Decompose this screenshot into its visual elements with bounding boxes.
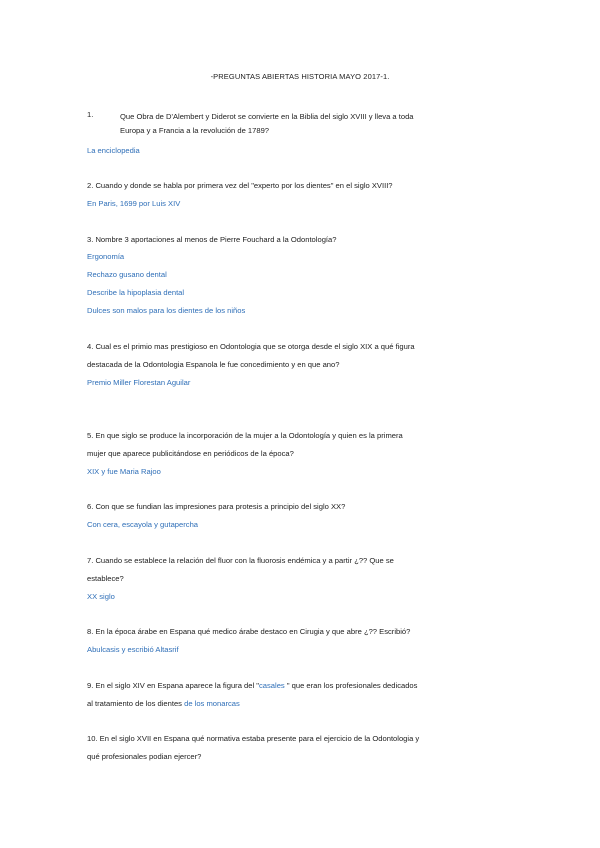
question-9-text-part: 9. En el siglo XIV en Espana aparece la figura del " (87, 681, 259, 690)
question-4-line-1: 4. Cual es el primio mas prestigioso en Odontologia que se otorga desde el siglo XIX a qué figura (87, 342, 415, 351)
question-9-text-part: " que eran los profesionales dedicados (284, 681, 418, 690)
question-6: 6. Con que se fundian las impresiones para protesis a principio del siglo XX? (87, 502, 346, 511)
answer-3-item: Rechazo gusano dental (87, 270, 167, 279)
question-9-line-2 (87, 699, 240, 709)
question-1-text (120, 110, 530, 138)
question-5-line-2: mujer que aparece publicitándose en periódicos de la época? (87, 449, 294, 458)
answer-7: XX siglo (87, 592, 115, 601)
question-7-line-2: establece? (87, 574, 124, 583)
page-title: -PREGUNTAS ABIERTAS HISTORIA MAYO 2017-1. (210, 72, 390, 81)
question-1-number: 1. (87, 110, 94, 119)
answer-3-item: Dulces son malos para los dientes de los niños (87, 306, 246, 315)
answer-3-item: Ergonomía (87, 252, 125, 261)
answer-8: Abulcasis y escribió Altasrif (87, 645, 179, 654)
question-1-line-2: Europa y a Francia a la revolución de 1789? (120, 126, 270, 135)
question-2: 2. Cuando y donde se habla por primera vez del "experto por los dientes" en el siglo XVIII? (87, 181, 393, 190)
question-5-line-1: 5. En que siglo se produce la incorporación de la mujer a la Odontología y quien es la primera (87, 431, 403, 440)
answer-3-item: Describe la hipoplasia dental (87, 288, 185, 297)
question-8: 8. En la época árabe en Espana qué medico árabe destaco en Cirugia y que abre ¿?? Escribió? (87, 627, 411, 636)
question-3: 3. Nombre 3 aportaciones al menos de Pierre Fouchard a la Odontología? (87, 235, 337, 244)
question-9-line-1 (87, 681, 417, 691)
answer-4: Premio Miller Florestan Aguilar (87, 378, 191, 387)
question-10-line-2: qué profesionales podian ejercer? (87, 752, 202, 761)
answer-6: Con cera, escayola y gutapercha (87, 520, 199, 529)
answer-1: La enciclopedia (87, 146, 140, 155)
answer-9-term: casales (258, 681, 285, 690)
answer-9-detail: de los monarcas (184, 699, 240, 708)
question-4-line-2: destacada de la Odontologia Espanola le fue concedimiento y en que ano? (87, 360, 340, 369)
question-9-text-part: al tratamiento de los dientes (87, 699, 185, 708)
question-7-line-1: 7. Cuando se establece la relación del fluor con la fluorosis endémica y a partir ¿?? Que se (87, 556, 394, 565)
answer-5: XIX y fue Maria Rajoo (87, 467, 161, 476)
question-1-line-1: Que Obra de D'Alembert y Diderot se convierte en la Biblia del siglo XVIII y lleva a toda (120, 112, 414, 121)
answer-2: En Paris, 1699 por Luis XIV (87, 199, 181, 208)
question-10-line-1: 10. En el siglo XVII en Espana qué normativa estaba presente para el ejercicio de la Odontologia y (87, 734, 420, 743)
